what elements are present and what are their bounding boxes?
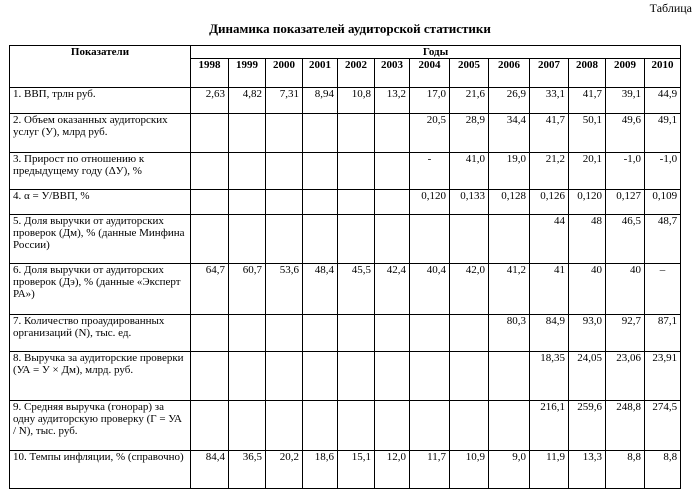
- table-cell: [303, 153, 338, 190]
- table-cell: 8,8: [606, 451, 645, 489]
- table-cell: [266, 114, 303, 153]
- table-cell: [266, 352, 303, 401]
- year-header-1998: 1998: [191, 59, 229, 88]
- table-cell: [266, 401, 303, 451]
- table-cell: 18,6: [303, 451, 338, 489]
- table-cell: [489, 215, 530, 264]
- table-cell: –: [645, 264, 681, 315]
- table-cell: 33,1: [530, 88, 569, 114]
- statistics-table: [9, 45, 681, 489]
- row-label: 10. Темпы инфляции, % (справочно): [10, 451, 191, 489]
- table-cell: [375, 315, 410, 352]
- table-cell: [338, 190, 375, 215]
- table-cell: 10,9: [450, 451, 489, 489]
- table-cell: [375, 114, 410, 153]
- table-cell: 64,7: [191, 264, 229, 315]
- table-cell: 45,5: [338, 264, 375, 315]
- table-row: [10, 451, 681, 489]
- table-cell: 36,5: [229, 451, 266, 489]
- table-cell: 39,1: [606, 88, 645, 114]
- table-cell: [191, 153, 229, 190]
- table-caption: Таблица: [649, 1, 692, 15]
- table-cell: 10,8: [338, 88, 375, 114]
- table-cell: [375, 190, 410, 215]
- table-row: [10, 88, 681, 114]
- table-cell: 0,120: [410, 190, 450, 215]
- table-cell: 50,1: [569, 114, 606, 153]
- table-cell: 7,31: [266, 88, 303, 114]
- year-header-2009: 2009: [606, 59, 645, 88]
- table-cell: 24,05: [569, 352, 606, 401]
- row-label: 8. Выручка за аудиторские проверки (УА = У × Дм), млрд. руб.: [10, 352, 191, 401]
- table-row: [10, 264, 681, 315]
- table-cell: [450, 215, 489, 264]
- table-cell: 0,128: [489, 190, 530, 215]
- table-cell: [338, 352, 375, 401]
- table-cell: 41,0: [450, 153, 489, 190]
- table-cell: 248,8: [606, 401, 645, 451]
- table-cell: [410, 352, 450, 401]
- table-cell: 11,9: [530, 451, 569, 489]
- table-cell: 19,0: [489, 153, 530, 190]
- table-cell: 28,9: [450, 114, 489, 153]
- table-cell: [338, 114, 375, 153]
- table-cell: [410, 315, 450, 352]
- year-header-2001: 2001: [303, 59, 338, 88]
- row-label: 9. Средняя выручка (гонорар) за одну аудиторскую проверку (Г = УА / N), тыс. руб.: [10, 401, 191, 451]
- table-cell: [191, 315, 229, 352]
- table-cell: 44,9: [645, 88, 681, 114]
- table-cell: [410, 215, 450, 264]
- table-cell: 42,0: [450, 264, 489, 315]
- table-cell: 84,4: [191, 451, 229, 489]
- table-cell: 80,3: [489, 315, 530, 352]
- table-cell: 21,6: [450, 88, 489, 114]
- table-cell: [303, 401, 338, 451]
- table-cell: 46,5: [606, 215, 645, 264]
- table-cell: 15,1: [338, 451, 375, 489]
- table-cell: 17,0: [410, 88, 450, 114]
- page-title: Динамика показателей аудиторской статистики: [209, 21, 491, 36]
- row-label: 4. α = У/ВВП, %: [10, 190, 191, 215]
- table-cell: [229, 215, 266, 264]
- table-cell: [450, 401, 489, 451]
- year-header-2005: 2005: [450, 59, 489, 88]
- table-cell: [338, 215, 375, 264]
- table-cell: [229, 401, 266, 451]
- table-cell: 87,1: [645, 315, 681, 352]
- table-cell: [450, 315, 489, 352]
- table-cell: [266, 215, 303, 264]
- year-header-2000: 2000: [266, 59, 303, 88]
- table-cell: [266, 190, 303, 215]
- table-cell: [375, 401, 410, 451]
- row-label: 6. Доля выручки от аудиторских проверок (Дэ), % (данные «Эксперт РА»): [10, 264, 191, 315]
- table-row: [10, 352, 681, 401]
- table-body: [10, 88, 681, 489]
- table-cell: 23,06: [606, 352, 645, 401]
- table-cell: 48,7: [645, 215, 681, 264]
- table-cell: 40,4: [410, 264, 450, 315]
- table-cell: [375, 153, 410, 190]
- table-cell: 9,0: [489, 451, 530, 489]
- table-cell: [229, 153, 266, 190]
- table-cell: 18,35: [530, 352, 569, 401]
- table-cell: [191, 215, 229, 264]
- table-cell: 13,3: [569, 451, 606, 489]
- table-cell: -1,0: [606, 153, 645, 190]
- table-row: [10, 215, 681, 264]
- table-cell: [191, 114, 229, 153]
- year-header-1999: 1999: [229, 59, 266, 88]
- table-cell: 41,2: [489, 264, 530, 315]
- table-cell: 4,82: [229, 88, 266, 114]
- table-cell: [191, 352, 229, 401]
- table-cell: 49,6: [606, 114, 645, 153]
- year-header-2002: 2002: [338, 59, 375, 88]
- table-row: [10, 153, 681, 190]
- table-cell: 0,126: [530, 190, 569, 215]
- table-cell: 40: [569, 264, 606, 315]
- table-cell: [229, 114, 266, 153]
- table-cell: 42,4: [375, 264, 410, 315]
- table-cell: [303, 190, 338, 215]
- table-cell: [191, 190, 229, 215]
- table-cell: [303, 114, 338, 153]
- years-group-header: Годы: [191, 46, 681, 59]
- table-cell: [303, 315, 338, 352]
- table-cell: 49,1: [645, 114, 681, 153]
- table-cell: 60,7: [229, 264, 266, 315]
- table-cell: 93,0: [569, 315, 606, 352]
- table-cell: 20,2: [266, 451, 303, 489]
- year-header-2004: 2004: [410, 59, 450, 88]
- table-cell: [303, 215, 338, 264]
- table-cell: 13,2: [375, 88, 410, 114]
- year-header-2010: 2010: [645, 59, 681, 88]
- table-cell: 0,127: [606, 190, 645, 215]
- table-cell: 0,120: [569, 190, 606, 215]
- table-cell: [229, 315, 266, 352]
- table-cell: 0,133: [450, 190, 489, 215]
- table-cell: [338, 401, 375, 451]
- table-row: [10, 401, 681, 451]
- table-cell: [375, 215, 410, 264]
- table-row: [10, 190, 681, 215]
- table-cell: [229, 190, 266, 215]
- table-cell: 8,94: [303, 88, 338, 114]
- table-cell: 40: [606, 264, 645, 315]
- table-cell: [489, 352, 530, 401]
- table-cell: -1,0: [645, 153, 681, 190]
- table-cell: 84,9: [530, 315, 569, 352]
- row-label: 1. ВВП, трлн руб.: [10, 88, 191, 114]
- table-cell: [229, 352, 266, 401]
- year-header-2008: 2008: [569, 59, 606, 88]
- indicators-header: Показатели: [10, 46, 191, 88]
- table-cell: [410, 401, 450, 451]
- table-cell: 48,4: [303, 264, 338, 315]
- table-cell: 8,8: [645, 451, 681, 489]
- table-cell: 216,1: [530, 401, 569, 451]
- table-cell: [375, 352, 410, 401]
- table-cell: [338, 153, 375, 190]
- table-cell: 41: [530, 264, 569, 315]
- table-row: [10, 114, 681, 153]
- year-header-2003: 2003: [375, 59, 410, 88]
- table-cell: 48: [569, 215, 606, 264]
- table-cell: 41,7: [569, 88, 606, 114]
- table-cell: 26,9: [489, 88, 530, 114]
- row-label: 7. Количество проаудированных организаций (N), тыс. ед.: [10, 315, 191, 352]
- table-cell: 34,4: [489, 114, 530, 153]
- row-label: 5. Доля выручки от аудиторских проверок (Дм), % (данные Минфина России): [10, 215, 191, 264]
- row-label: 2. Объем оказанных аудиторских услуг (У), млрд руб.: [10, 114, 191, 153]
- table-cell: [489, 401, 530, 451]
- table-cell: 23,91: [645, 352, 681, 401]
- table-cell: 20,5: [410, 114, 450, 153]
- table-cell: [266, 153, 303, 190]
- table-cell: 53,6: [266, 264, 303, 315]
- table-cell: [191, 401, 229, 451]
- table-cell: [450, 352, 489, 401]
- table-row: [10, 315, 681, 352]
- table-cell: 2,63: [191, 88, 229, 114]
- table-cell: [266, 315, 303, 352]
- table-cell: 21,2: [530, 153, 569, 190]
- header-row-top: [10, 46, 681, 59]
- table-cell: 12,0: [375, 451, 410, 489]
- table-cell: 92,7: [606, 315, 645, 352]
- table-cell: [338, 315, 375, 352]
- table-cell: 274,5: [645, 401, 681, 451]
- table-cell: [303, 352, 338, 401]
- table-cell: 259,6: [569, 401, 606, 451]
- table-cell: 0,109: [645, 190, 681, 215]
- table-cell: 41,7: [530, 114, 569, 153]
- row-label: 3. Прирост по отношению к предыдущему году (ΔУ), %: [10, 153, 191, 190]
- table-cell: 20,1: [569, 153, 606, 190]
- year-header-2006: 2006: [489, 59, 530, 88]
- year-header-2007: 2007: [530, 59, 569, 88]
- table-cell: -: [410, 153, 450, 190]
- table-cell: 11,7: [410, 451, 450, 489]
- table-cell: 44: [530, 215, 569, 264]
